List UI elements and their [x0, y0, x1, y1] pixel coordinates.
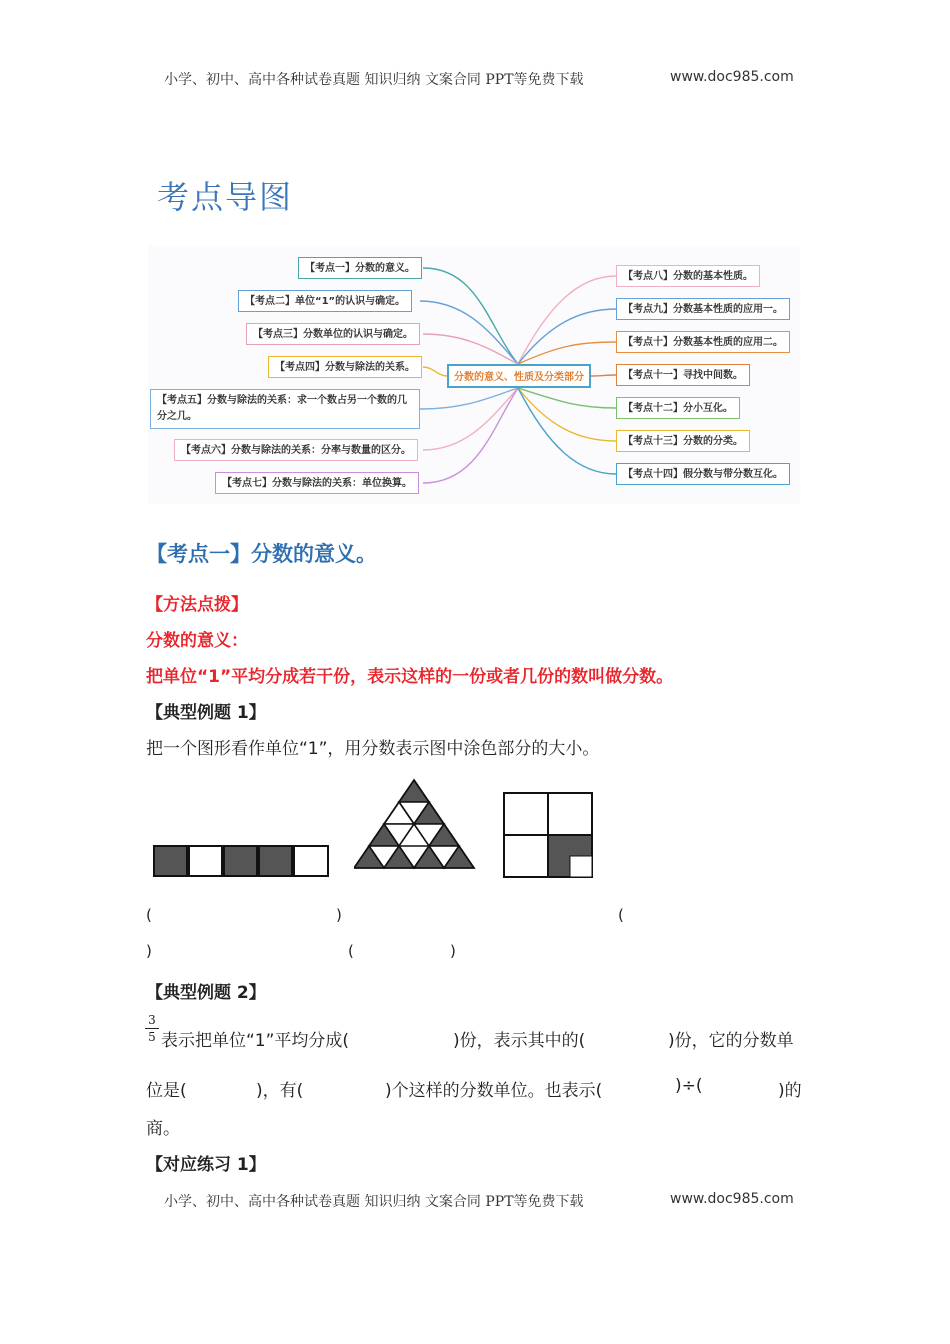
example2-line2-part3: )个这样的分数单位。也表示(	[385, 1081, 603, 1101]
mindmap-node-1: 【考点一】分数的意义。	[298, 257, 422, 279]
figure-square	[503, 792, 593, 878]
answer-paren-close-1: )	[336, 906, 342, 924]
footer-text: 小学、初中、高中各种试卷真题 知识归纳 文案合同 PPT等免费下载	[164, 1194, 584, 1210]
example2-label: 【典型例题 2】	[146, 983, 266, 1003]
fraction-numerator: 3	[148, 1013, 156, 1027]
mindmap-node-7: 【考点七】分数与除法的关系：单位换算。	[215, 472, 419, 494]
mindmap-node-13: 【考点十三】分数的分类。	[616, 430, 750, 452]
example2-line2-part4: )÷(	[675, 1076, 703, 1096]
guide-title: 考点导图	[157, 178, 294, 216]
example1-label: 【典型例题 1】	[146, 703, 266, 723]
practice1-label: 【对应练习 1】	[146, 1155, 266, 1175]
example1-text: 把一个图形看作单位“1”，用分数表示图中涂色部分的大小。	[146, 739, 600, 759]
strip-cell-3	[223, 845, 258, 877]
mindmap-center: 分数的意义、性质及分类部分	[447, 364, 591, 388]
footer-url[interactable]: www.doc985.com	[670, 1191, 794, 1207]
connector-11	[591, 375, 616, 376]
fraction-3-5	[145, 1013, 159, 1044]
meaning-label: 分数的意义：	[146, 631, 248, 651]
connector-6	[423, 388, 518, 450]
connector-3	[423, 334, 518, 364]
header-url[interactable]: www.doc985.com	[670, 69, 794, 85]
mindmap-node-3: 【考点三】分数单位的认识与确定。	[246, 323, 420, 345]
mind-map	[148, 246, 800, 504]
figure-triangle	[354, 778, 476, 878]
header-text: 小学、初中、高中各种试卷真题 知识归纳 文案合同 PPT等免费下载	[164, 72, 584, 88]
mindmap-node-8: 【考点八】分数的基本性质。	[616, 265, 760, 287]
example2-line2-part2: )，有(	[256, 1081, 304, 1101]
strip-cell-1	[153, 845, 188, 877]
example2-line1-part1: 表示把单位“1”平均分成(	[161, 1031, 350, 1051]
connector-10	[518, 342, 616, 364]
answer-paren-open-1: (	[146, 906, 152, 924]
mindmap-node-14: 【考点十四】假分数与带分数互化。	[616, 463, 790, 485]
section-title: 【考点一】分数的意义。	[146, 542, 377, 566]
fraction-denominator: 5	[148, 1030, 156, 1044]
answer-paren-open-3: (	[348, 942, 354, 960]
example2-line2-part5: )的	[778, 1081, 802, 1101]
connector-4	[423, 367, 447, 376]
method-label: 【方法点拨】	[146, 595, 248, 615]
answer-paren-open-2: (	[618, 906, 624, 924]
connector-9	[518, 309, 616, 364]
example2-line1-part3: )份，它的分数单	[668, 1031, 794, 1051]
example2-line3: 商。	[146, 1119, 180, 1139]
mindmap-node-12: 【考点十二】分小互化。	[616, 397, 740, 419]
mindmap-node-6: 【考点六】分数与除法的关系：分率与数量的区分。	[174, 439, 418, 461]
figure-strip	[153, 845, 329, 877]
mindmap-node-9: 【考点九】分数基本性质的应用一。	[616, 298, 790, 320]
connector-5	[420, 388, 518, 409]
mindmap-node-5: 【考点五】分数与除法的关系：求一个数占另一个数的几分之几。	[150, 389, 420, 429]
mindmap-node-10: 【考点十】分数基本性质的应用二。	[616, 331, 790, 353]
example2-line1-part2: )份，表示其中的(	[453, 1031, 586, 1051]
answer-paren-close-2: )	[146, 942, 152, 960]
mindmap-node-4: 【考点四】分数与除法的关系。	[268, 356, 422, 378]
strip-cell-5	[293, 845, 329, 877]
strip-cell-2	[188, 845, 223, 877]
example2-line2-part1: 位是(	[146, 1081, 187, 1101]
meaning-text: 把单位“1”平均分成若干份，表示这样的一份或者几份的数叫做分数。	[146, 667, 674, 687]
mindmap-node-2: 【考点二】单位“1”的认识与确定。	[238, 290, 412, 312]
answer-paren-close-3: )	[450, 942, 456, 960]
strip-cell-4	[258, 845, 293, 877]
mindmap-node-11: 【考点十一】寻找中间数。	[616, 364, 750, 386]
connector-2	[420, 301, 518, 364]
